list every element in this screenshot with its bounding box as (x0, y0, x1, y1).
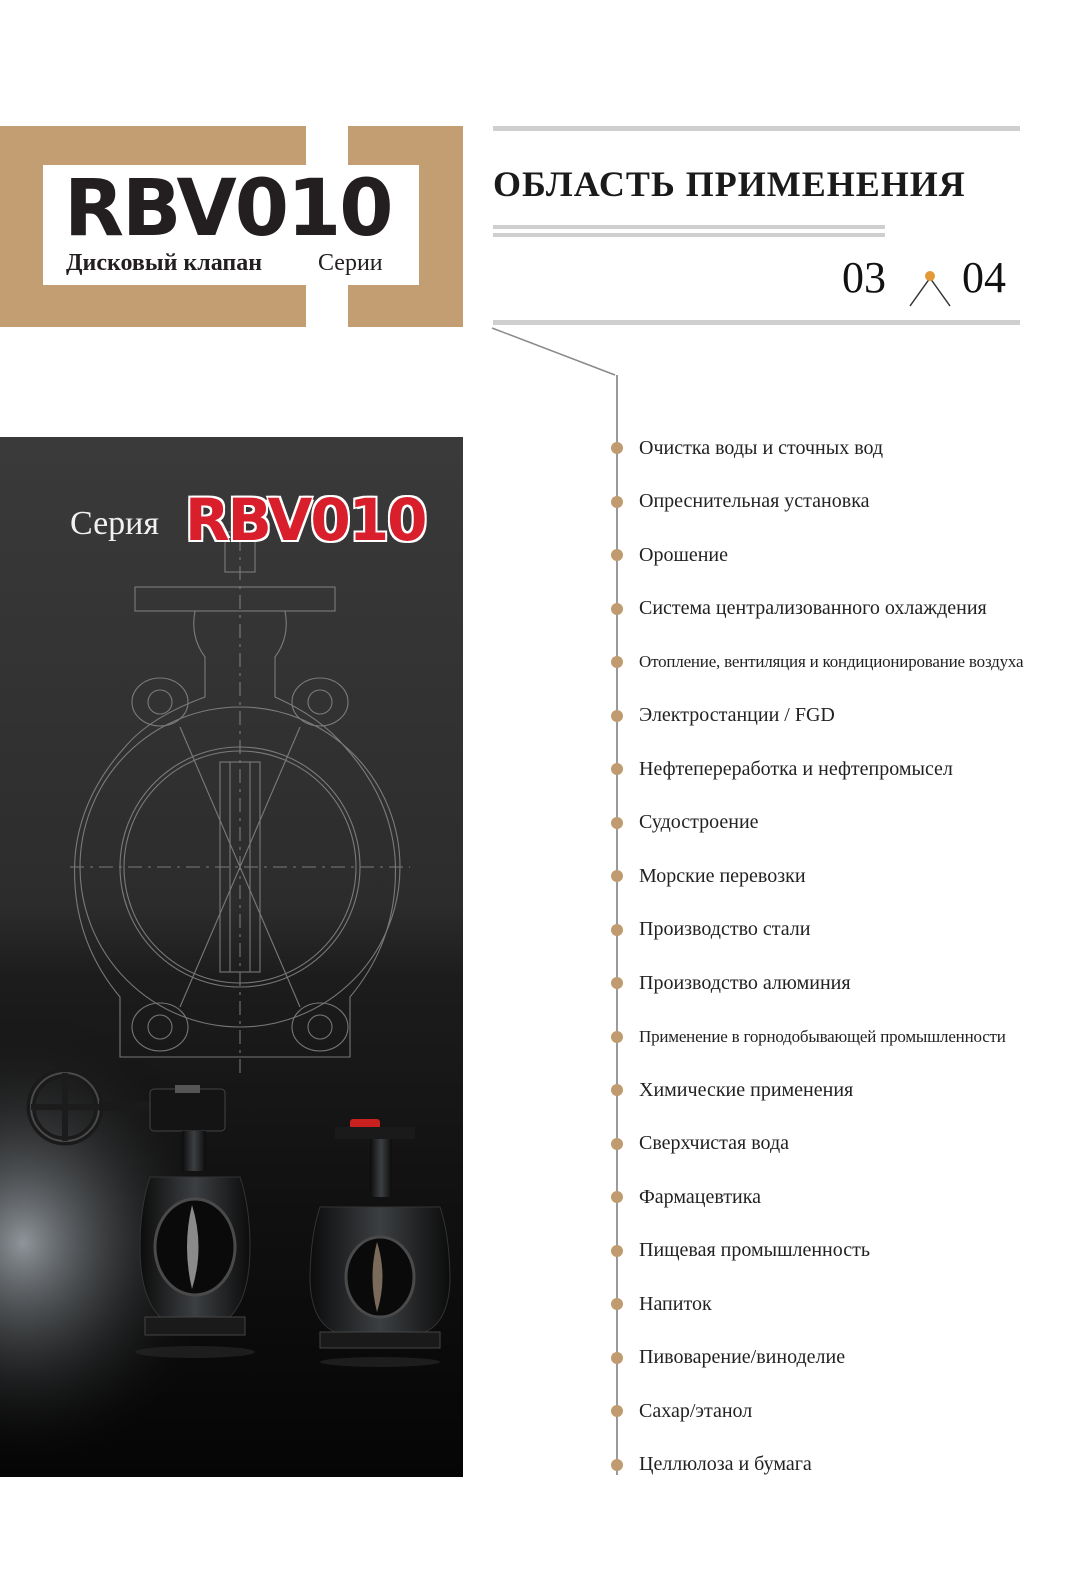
application-item (611, 1129, 789, 1159)
application-label: Целлюлоза и бумага (639, 1453, 812, 1475)
bullet-icon (611, 1245, 623, 1257)
bullet-icon (611, 924, 623, 936)
bullet-icon (611, 710, 623, 722)
bullet-icon (611, 1405, 623, 1417)
application-label: Очистка воды и сточных вод (639, 436, 884, 459)
application-item (611, 1450, 812, 1480)
application-label: Фармацевтика (639, 1185, 762, 1208)
application-label: Сверхчистая вода (639, 1132, 790, 1154)
product-subtitle: Дисковый клапан (66, 250, 263, 276)
application-label: Пивоварение/виноделие (639, 1346, 846, 1368)
application-item (611, 1396, 752, 1426)
application-label: Пищевая промышленность (639, 1239, 870, 1261)
application-item (611, 1022, 1006, 1052)
series-logo: RBV010 (185, 486, 426, 554)
bullet-icon (611, 549, 623, 561)
top-rule (493, 126, 1020, 131)
application-item (611, 594, 987, 624)
application-item (611, 1182, 761, 1212)
application-item (611, 540, 728, 570)
bullet-icon (611, 1084, 623, 1096)
application-label: Применение в горнодобывающей промышленности (639, 1026, 1006, 1046)
mid-rule-1 (493, 225, 885, 229)
application-label: Сахар/этанол (639, 1399, 753, 1422)
application-item (611, 808, 759, 838)
application-label: Опреснительная установка (639, 490, 870, 512)
page-number-right: 04 (962, 253, 1006, 302)
valve-drawing-illustration (0, 437, 463, 1477)
bullet-icon (611, 496, 623, 508)
application-label: Химические применения (639, 1078, 854, 1101)
product-title: RBV010 (64, 164, 392, 254)
bullet-icon (611, 603, 623, 615)
application-item (611, 433, 883, 463)
bullet-icon (611, 1031, 623, 1043)
application-item (611, 1236, 870, 1266)
product-image-panel (0, 437, 463, 1477)
application-label: Отопление, вентиляция и кондиционирование воздуха (639, 652, 1024, 671)
bullet-icon (611, 1459, 623, 1471)
application-label: Производство стали (639, 918, 811, 940)
page-number-left: 03 (842, 253, 886, 302)
application-item (611, 915, 810, 945)
bullet-icon (611, 656, 623, 668)
section-title: ОБЛАСТЬ ПРИМЕНЕНИЯ (493, 164, 966, 204)
bullet-icon (611, 977, 623, 989)
application-label: Система централизованного охлаждения (639, 597, 987, 619)
application-item (611, 861, 806, 891)
bullet-icon (611, 1298, 623, 1310)
application-label: Нефтепереработка и нефтепромысел (639, 757, 953, 780)
page-separator-icon (906, 266, 954, 310)
bullet-icon (611, 763, 623, 775)
application-item (611, 1075, 853, 1105)
bullet-icon (611, 1191, 623, 1203)
bullet-icon (611, 870, 623, 882)
bullet-icon (611, 1138, 623, 1150)
connector-line (490, 320, 630, 380)
application-label: Напиток (639, 1292, 712, 1315)
application-label: Производство алюминия (639, 971, 851, 994)
application-item (611, 968, 851, 998)
application-item (611, 701, 835, 731)
bullet-icon (611, 442, 623, 454)
application-item (611, 1343, 845, 1373)
application-item (611, 647, 1023, 677)
application-item (611, 487, 869, 517)
product-series-word: Серии (318, 250, 383, 276)
application-item (611, 754, 953, 784)
bullet-icon (611, 1352, 623, 1364)
application-label: Морские перевозки (639, 864, 806, 887)
bullet-icon (611, 817, 623, 829)
series-label: Серия (70, 505, 160, 542)
application-label: Орошение (639, 543, 729, 566)
application-label: Электростанции / FGD (639, 704, 835, 726)
application-item (611, 1289, 712, 1319)
application-label: Судостроение (639, 811, 759, 833)
mid-rule-2 (493, 233, 885, 237)
